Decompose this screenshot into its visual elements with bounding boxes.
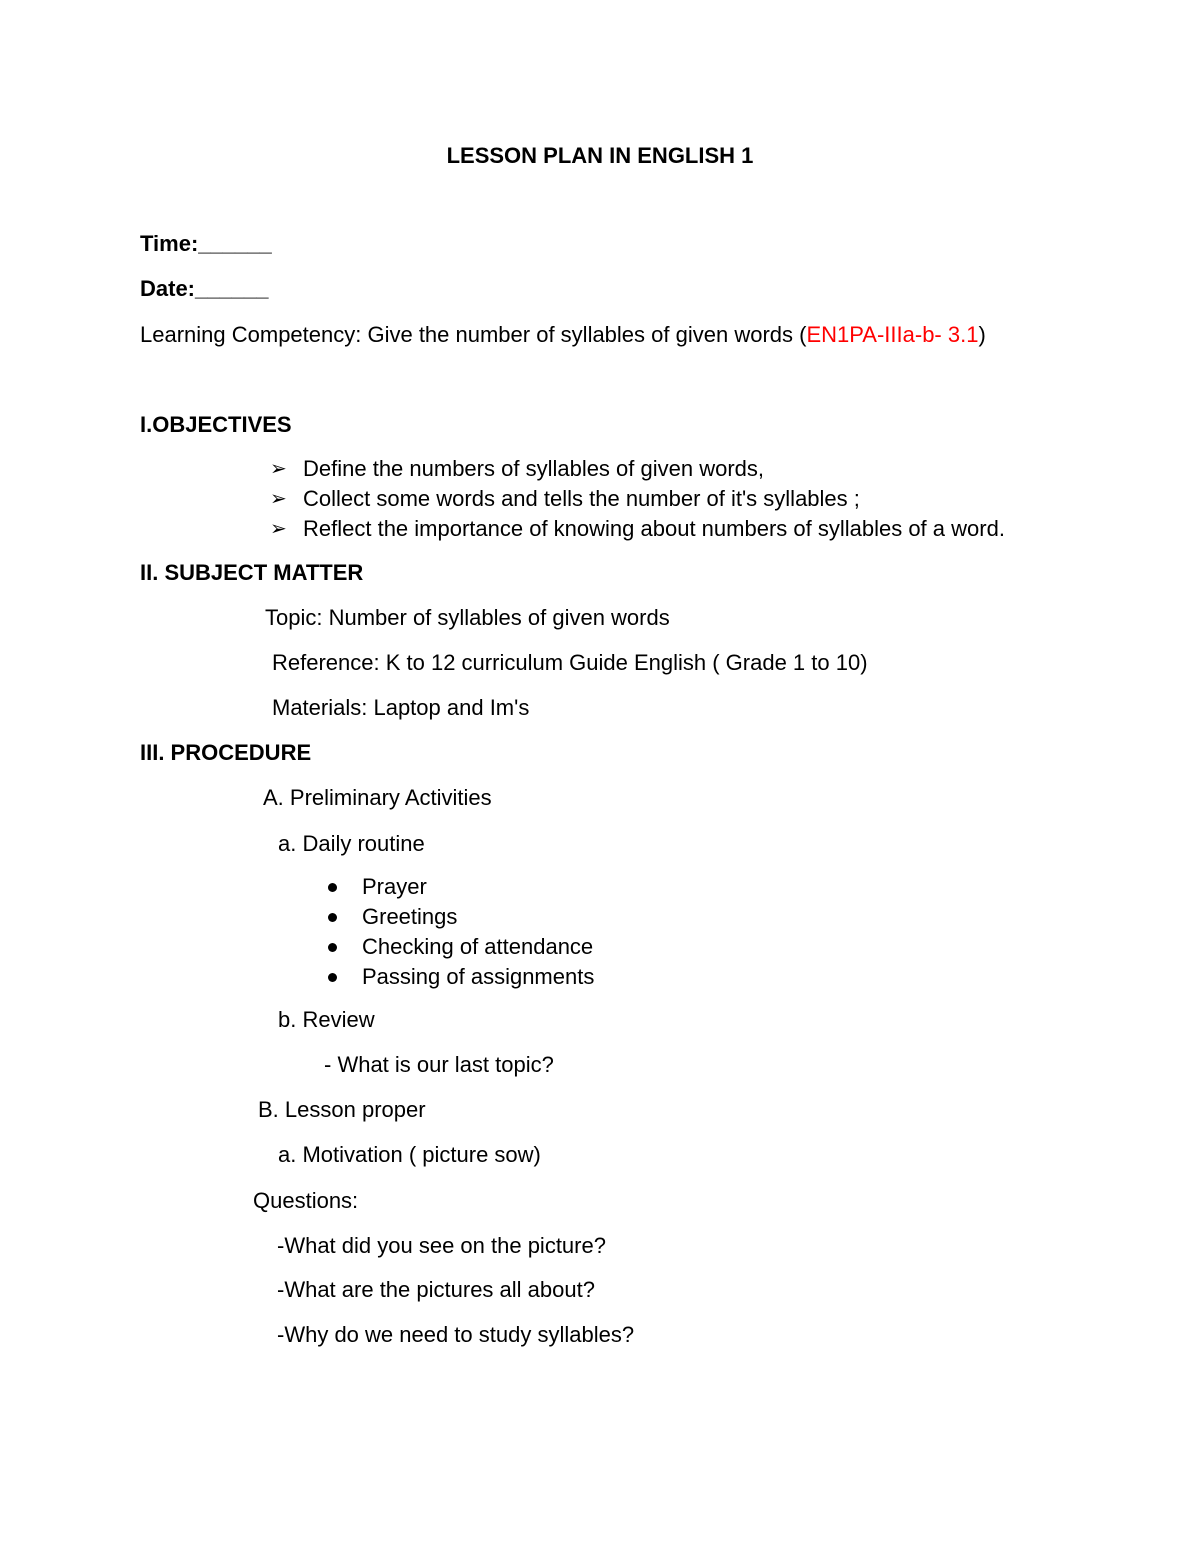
topic-line: Topic: Number of syllables of given words — [265, 605, 670, 630]
objective-item: Define the numbers of syllables of given words, — [303, 456, 765, 481]
reference-line: Reference: K to 12 curriculum Guide English ( Grade 1 to 10) — [272, 650, 868, 675]
arrow-bullet-icon: ➢ — [270, 518, 287, 540]
bullet-dot-icon — [328, 943, 337, 952]
question-item: -What did you see on the picture? — [277, 1233, 606, 1258]
routine-item: Greetings — [362, 904, 458, 929]
arrow-bullet-icon: ➢ — [270, 488, 287, 510]
bullet-dot-icon — [328, 883, 337, 892]
review-title: b. Review — [278, 1007, 375, 1032]
routine-item: Passing of assignments — [362, 964, 595, 989]
date-field — [140, 275, 268, 303]
learning-competency — [140, 321, 986, 349]
competency-close: ) — [978, 322, 986, 347]
date-blank: ______ — [195, 276, 269, 301]
time-blank: ______ — [198, 231, 272, 256]
arrow-bullet-icon: ➢ — [270, 458, 287, 480]
page-title: LESSON PLAN IN ENGLISH 1 — [446, 143, 754, 168]
date-label: Date: — [140, 276, 196, 301]
subject-matter-heading: II. SUBJECT MATTER — [140, 560, 364, 585]
question-item: -Why do we need to study syllables? — [277, 1322, 635, 1347]
lesson-proper-title: B. Lesson proper — [258, 1097, 426, 1122]
preliminary-activities: A. Preliminary Activities — [263, 785, 492, 810]
review-question: - What is our last topic? — [324, 1052, 554, 1077]
bullet-dot-icon — [328, 913, 337, 922]
question-item: -What are the pictures all about? — [277, 1277, 595, 1302]
questions-label: Questions: — [253, 1188, 359, 1213]
time-label: Time: — [140, 231, 199, 256]
procedure-heading: III. PROCEDURE — [140, 740, 312, 765]
competency-code: EN1PA-IIIa-b- 3.1 — [806, 322, 979, 347]
motivation-line: a. Motivation ( picture sow) — [278, 1142, 541, 1167]
competency-text: Learning Competency: Give the number of syllables of given words ( — [140, 322, 807, 347]
routine-item: Checking of attendance — [362, 934, 594, 959]
objective-item: Reflect the importance of knowing about numbers of syllables of a word. — [303, 516, 1005, 541]
routine-item: Prayer — [362, 874, 427, 899]
daily-routine-title: a. Daily routine — [278, 831, 425, 856]
objectives-heading: I.OBJECTIVES — [140, 412, 292, 437]
objective-item: Collect some words and tells the number of it's syllables ; — [303, 486, 860, 511]
time-field — [140, 230, 272, 258]
bullet-dot-icon — [328, 973, 337, 982]
materials-line: Materials: Laptop and Im's — [272, 695, 530, 720]
